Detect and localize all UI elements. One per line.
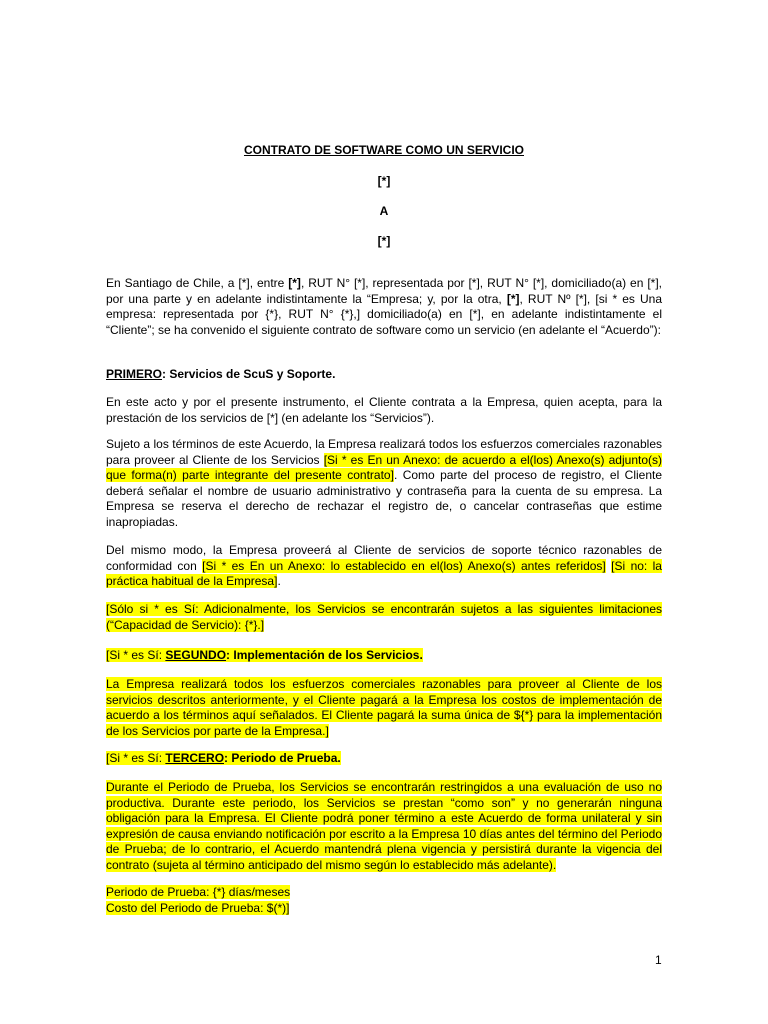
paragraph-limitations: [Sólo si * es Sí: Adicionalmente, los Servicios se encontrarán sujetos a las siguientes limitaciones (“Capacidad de Servicio): {*}.]	[106, 602, 662, 632]
paragraph-implementation: La Empresa realizará todos los esfuerzos comerciales razonables para proveer al Cliente de los servicios descritos anteriormente, y el Cliente pagará a la Empresa los costos de implementación de acuerdo a los términos aquí señalados. El Cliente pagará la suma única de ${*} para la implementación de los Servicios por parte de la Empresa.]	[106, 677, 662, 738]
paragraph-trial-period: Durante el Periodo de Prueba, los Servicios se encontrarán restringidos a una evaluación de uso no productiva. Durante este periodo, los Servicios se prestan “como son” y no generarán ninguna obligación para la Empresa. El Cliente podrá poner término a este Acuerdo de forma unilateral y sin expresión de causa enviando notificación por escrito a la Empresa 10 días antes del término del Periodo de Prueba; de lo contrario, el Acuerdo mantendrá plena vigencia y persistirá durante la vigencia del contrato (sujeta al término anticipado del mismo según lo establecido más adelante).	[106, 780, 662, 872]
connector: A	[379, 204, 389, 218]
trial-period-cost: Costo del Periodo de Prueba: $(*)]	[106, 901, 290, 915]
heading-tercero: [Si * es Sí: TERCERO: Periodo de Prueba.	[106, 751, 341, 765]
party-one: [*]	[377, 174, 391, 188]
paragraph-contracting: En este acto y por el presente instrumento, el Cliente contrata a la Empresa, quien acepta, para la prestación de los servicios de [*] (en adelante los “Servicios”).	[106, 395, 662, 425]
trial-period-length: Periodo de Prueba: {*} días/meses	[106, 885, 291, 899]
intro-paragraph: En Santiago de Chile, a [*], entre [*], RUT N° [*], representada por [*], RUT N° [*], domiciliado(a) en [*], por una parte y en adelante indistintamente la “Empresa; y, por la otra, [*], RUT Nº [*], [si * es Una empresa: representada por {*}, RUT N° {*},] domiciliado(a) en [*], en adelante indistintamente el “Cliente”; se ha convenido el siguiente contrato de software como un servicio (en adelante el “Acuerdo”):	[106, 276, 662, 337]
heading-primero: PRIMERO: Servicios de ScuS y Soporte.	[106, 367, 336, 381]
document-title: CONTRATO DE SOFTWARE COMO UN SERVICIO	[243, 143, 524, 157]
paragraph-support: Del mismo modo, la Empresa proveerá al Cliente de servicios de soporte técnico razonables de conformidad con [Si * es En un Anexo: lo establecido en el(los) Anexo(s) antes referidos] [Si no: la práctica habitual de la Empresa].	[106, 543, 662, 588]
heading-segundo: [Si * es Sí: SEGUNDO: Implementación de los Servicios.	[106, 648, 423, 662]
page-number: 1	[655, 953, 662, 967]
party-two: [*]	[377, 234, 391, 248]
paragraph-terms: Sujeto a los términos de este Acuerdo, la Empresa realizará todos los esfuerzos comerciales razonables para proveer al Cliente de los Servicios [Si * es En un Anexo: de acuerdo a el(los) Anexo(s) adjunto(s) que forma(n) parte integrante del presente contrato]. Como parte del proceso de registro, el Cliente deberá señalar el nombre de usuario administrativo y contraseña para la cuenta de su empresa. La Empresa se reserva el derecho de rechazar el registro de, o cancelar contraseñas que estime inapropiadas.	[106, 437, 663, 529]
